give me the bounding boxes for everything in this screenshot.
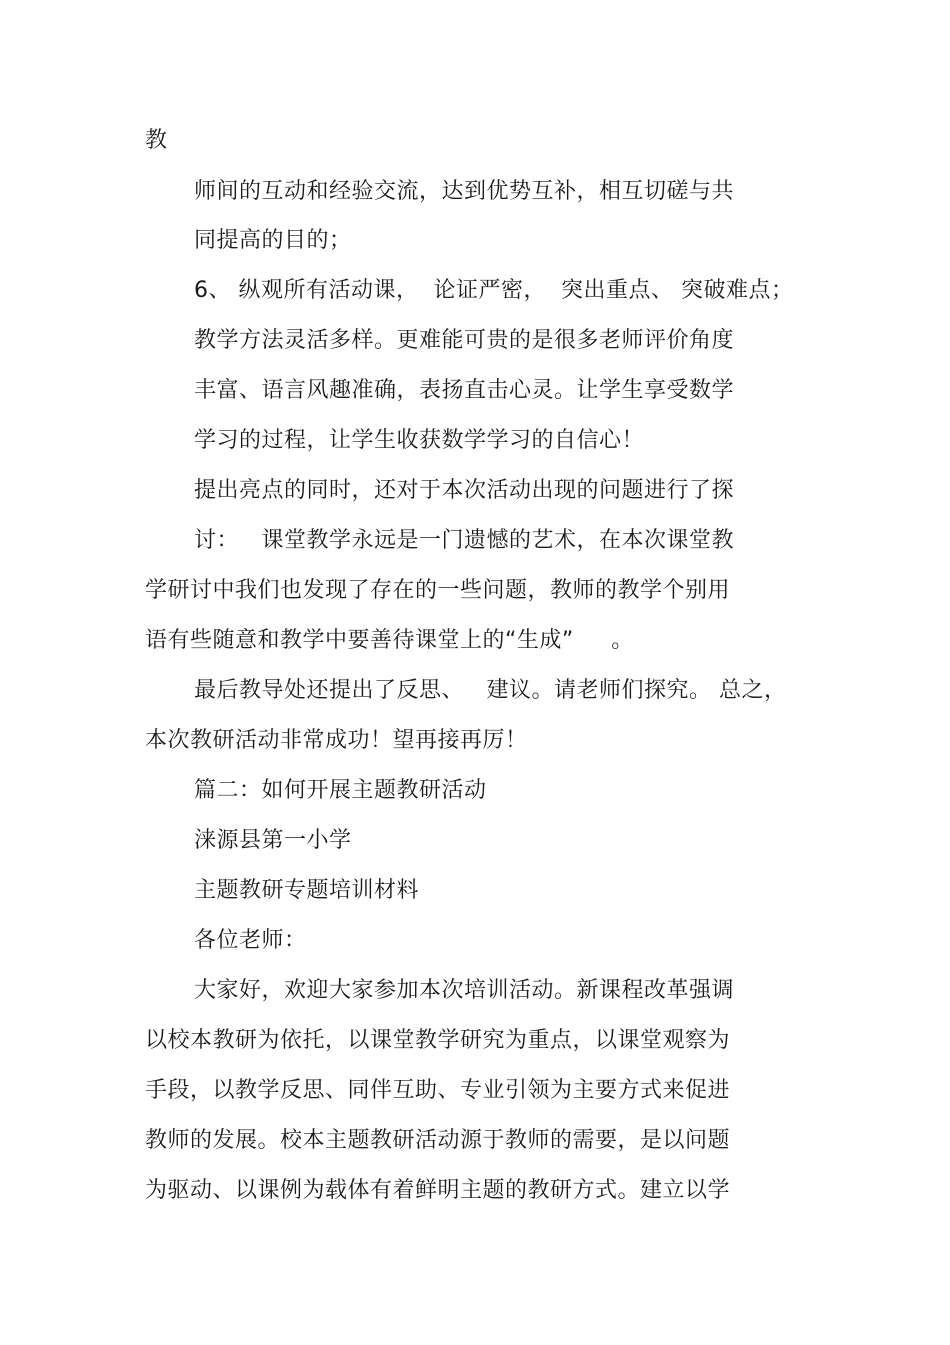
text-line: 大家好，欢迎大家参加本次培训活动。新课程改革强调 bbox=[194, 978, 735, 1003]
school-name: 涞源县第一小学 bbox=[194, 828, 352, 853]
text-line: 6、 纵观所有活动课， 论证严密， 突出重点、 突破难点； bbox=[194, 278, 794, 303]
text-line: 教学方法灵活多样。更难能可贵的是很多老师评价角度 bbox=[194, 328, 735, 353]
text-line: 为驱动、以课例为载体有着鲜明主题的教研方式。建立以学 bbox=[145, 1178, 731, 1203]
text-line: 教师的发展。校本主题教研活动源于教师的需要，是以问题 bbox=[145, 1128, 731, 1153]
text-line: 丰富、语言风趣准确，表扬直击心灵。让学生享受数学 bbox=[194, 378, 735, 403]
material-title: 主题教研专题培训材料 bbox=[194, 878, 420, 903]
text-line: 最后教导处还提出了反思、 建议。请老师们探究。 总之， bbox=[194, 678, 787, 703]
text-line: 师间的互动和经验交流，达到优势互补，相互切磋与共 bbox=[194, 179, 735, 204]
text-line: 提出亮点的同时，还对于本次活动出现的问题进行了探 bbox=[194, 478, 735, 503]
text-line: 学研讨中我们也发现了存在的一些问题，教师的教学个别用 bbox=[145, 578, 731, 603]
text-line: 同提高的目的； bbox=[194, 228, 352, 253]
text-line: 讨： 课堂教学永远是一门遗憾的艺术，在本次课堂教 bbox=[194, 528, 734, 553]
text-line: 手段，以教学反思、同伴互助、专业引领为主要方式来促进 bbox=[145, 1078, 731, 1103]
text-line: 以校本教研为依托，以课堂教学研究为重点，以课堂观察为 bbox=[145, 1028, 731, 1053]
text-line: 本次教研活动非常成功！望再接再厉！ bbox=[145, 728, 528, 753]
text-line: 语有些随意和教学中要善待课堂上的“生成” 。 bbox=[145, 628, 634, 653]
salutation: 各位老师： bbox=[194, 928, 307, 953]
text-line: 教 bbox=[145, 128, 168, 153]
section-heading: 篇二：如何开展主题教研活动 bbox=[194, 778, 487, 803]
text-line: 学习的过程，让学生收获数学学习的自信心！ bbox=[194, 428, 645, 453]
